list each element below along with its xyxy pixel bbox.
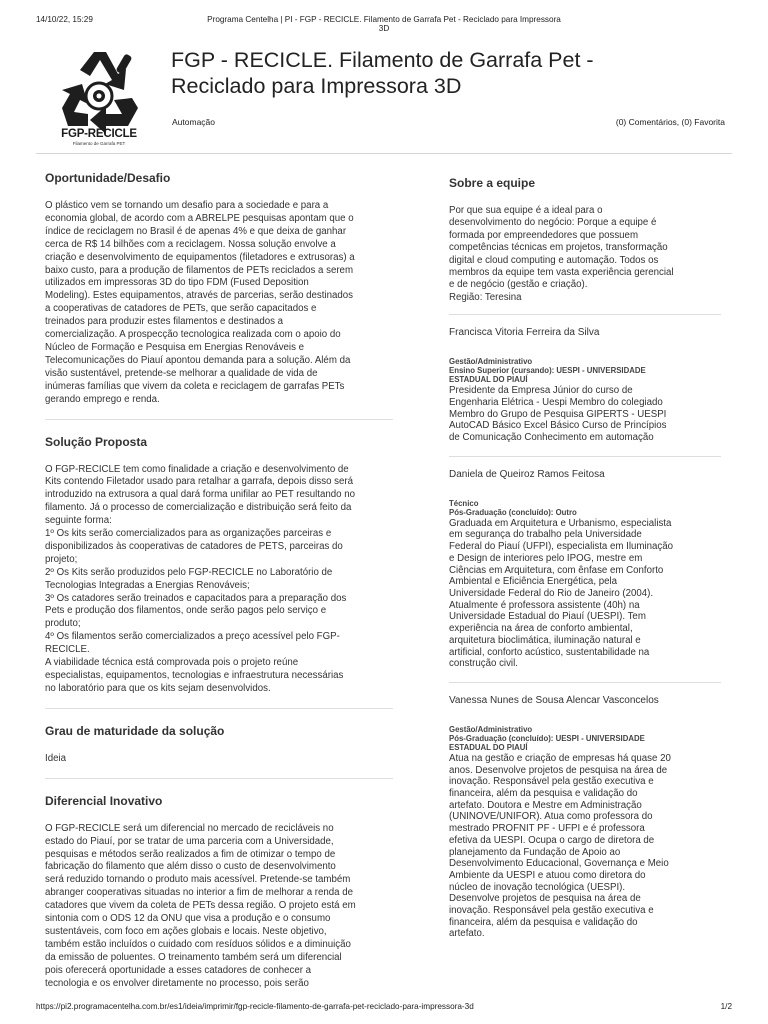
right-column <box>449 176 721 940</box>
member-education: Pós-Graduação (concluído): UESPI - UNIVERSIDADE ESTADUAL DO PIAUÍ <box>449 733 645 752</box>
logo-subtitle: Filamento de Garrafa PET <box>72 141 126 146</box>
section-diferencial <box>45 794 393 1003</box>
logo-name: FGP-RECICLE <box>61 128 137 140</box>
header-divider <box>36 153 732 154</box>
member-name: Daniela de Queiroz Ramos Feitosa <box>449 468 605 480</box>
member-name: Francisca Vitoria Ferreira da Silva <box>449 327 600 339</box>
member-role: Técnico <box>449 498 479 508</box>
section-title: Grau de maturidade da solução <box>45 723 225 738</box>
member-role: Gestão/Administrativo <box>449 724 533 734</box>
section-text: O FGP-RECICLE será um diferencial no mercado de recicláveis no estado do Piauí, por se tratar de uma parceria com a Universidade, pesquisas e métodos serão realizados a fim de otimizar o tempo de fabricação do filamento que além disso o custo de desenvolvimento será reduzido tornando o produto mais acessível. Pretende-se também abranger cooperativas situadas no interior a fim de melhorar a renda de catadores que vivem da coleta de PETs dessa região. O projeto está em sintonia com o ODS 12 da ONU que visa a produção e o consumo sustentáveis, com foco em ações globais e locais. Neste objetivo, também estão incluídos o cuidado com resíduos sólidos e a diminuição da emissão de poluentes. O treinamento também será um diferencial pois oferecerá oportunidade a esses catadores de conhecer a tecnologia e os envolver diretamente no processo, pois serão <box>45 822 356 989</box>
print-footer <box>36 1002 732 1011</box>
member-bio: Graduada em Arquitetura e Urbanismo, especialista em segurança do trabalho pela Universidade Federal do Piauí (UFPI), especialista em Iluminação e Design de interiores pelo IPOG, mestre em Ciências em Arquitetura, com ênfase em Conforto Ambiental e Eficiência Energética, pela Universidade Federal do Rio de Janeiro (2004). Atualmente é professora assistente (40h) na Universidade Estadual do Piauí (UESPI). Tem experiência na área de conforto ambiental, arquitetura bioclimática, iluminação natural e artificial, conforto acústico, sustentabilidade na construção civil. <box>449 517 673 670</box>
section-equipe <box>449 176 721 304</box>
category-label: Automação <box>172 117 215 127</box>
section-text: O plástico vem se tornando um desafio para a sociedade e para a economia global, de acordo com a ABRELPE pesquisas apontam que o índice de reciclagem no Brasil é de apenas 4% e que deixa de ganhar cerca de R$ 14 bilhões com a reciclagem. Nossa solução envolve a criação e desenvolvimento de equipamentos (filetadores e extrusoras) a baixo custo, para a produção de filamentos de PETs reciclados a serem utilizados em impressoras 3D do tipo FDM (Fused Deposition Modeling). Estes equipamentos, através de parcerias, serão destinados a cooperativas de catadores de PETs, que serão capacitados e treinados para produzir estes filamentos e destinados a comercialização. A prospecção tecnologica realizada com o apoio do Núcleo de Formação e Pesquisa em Energias Renováveis e Telecomunicações do Piauí apontou demanda para a solução. Além da visão sustentável, pretende-se melhorar a qualidade de vida de inúmeras famílias que vivem da coleta e reciclagem de garrafas PETs gerando emprego e renda. <box>45 200 355 405</box>
member-education: Pós-Graduação (concluído): Outro <box>449 507 577 517</box>
section-title: Oportunidade/Desafio <box>45 171 171 185</box>
member-name: Vanessa Nunes de Sousa Alencar Vasconcelos <box>449 694 659 706</box>
section-maturidade <box>45 724 393 779</box>
section-title: Sobre a equipe <box>449 176 536 190</box>
print-url: https://pi2.programacentelha.com.br/es1/ideia/imprimir/fgp-recicle-filamento-de-garrafa-pet-reciclado-para-impressora-3d <box>36 1002 474 1011</box>
print-page-title: Programa Centelha | PI - FGP - RECICLE. Filamento de Garrafa Pet - Reciclado para Impressora 3D <box>207 15 561 33</box>
section-oportunidade <box>45 171 393 420</box>
print-header <box>36 15 732 33</box>
print-page-number: 1/2 <box>720 1002 732 1011</box>
left-column <box>45 171 393 1018</box>
section-text: O FGP-RECICLE tem como finalidade a criação e desenvolvimento de Kits contendo Filetador usado para retalhar a garrafa, depois disso será introduzido na extrusora a qual dará forma unifilar ao PET resultando no filamento. Já o processo de comercialização e distribuição será feito da seguinte forma: 1º Os kits serão comercializados para as organizações parceiras e disponibilizados às cooperativas de catadores de PETS, parceiras do projeto; 2º Os Kits serão produzidos pelo FGP-RECICLE no Laboratório de Tecnologias Integradas a Energias Renováveis; 3º Os catadores serão treinados e capacitados para a preparação dos Pets e produção dos filamentos, onde serão pagos pelo serviço e produto; 4º Os filamentos serão comercializados a preço acessível pelo FGP- RECICLE. A viabilidade técnica está comprovada pois o projeto reúne especialistas, equipamentos, tecnologias e infraestrutura necessárias no laboratório para que os kits sejam desenvolvidos. <box>45 463 356 694</box>
print-datetime: 14/10/22, 15:29 <box>36 15 93 24</box>
team-member <box>449 682 721 940</box>
comments-favorites-count: (0) Comentários, (0) Favorita <box>615 117 725 127</box>
member-bio: Presidente da Empresa Júnior do curso de Engenharia Elétrica - Uespi Membro do colegiado Membro do Grupo de Pesquisa GIPERTS - UESPI AutoCAD Básico Excel Básico Curso de Princípios de Comunicação Conhecimento em automação <box>449 385 667 444</box>
section-text: Ideia <box>45 752 67 764</box>
section-text: Por que sua equipe é a ideal para o desenvolvimento do negócio: Porque a equipe é formada por empreendedores que possuem competências técnicas em projetos, transformação digital e cloud computing e automação. Todos os membros da equipe tem vasta experiência gerencial e de negócio (gestão e criação). Região: Teresina <box>449 205 674 303</box>
member-education: Ensino Superior (cursando): UESPI - UNIVERSIDADE ESTADUAL DO PIAUÍ <box>449 366 646 385</box>
member-role: Gestão/Administrativo <box>449 357 533 367</box>
section-title: Solução Proposta <box>45 434 148 449</box>
team-member <box>449 314 721 444</box>
page-title: FGP - RECICLE. Filamento de Garrafa Pet - Reciclado para Impressora 3D <box>171 48 594 98</box>
section-title: Diferencial Inovativo <box>45 793 163 808</box>
team-member <box>449 456 721 670</box>
section-solucao <box>45 435 393 709</box>
member-bio: Atua na gestão e criação de empresas há quase 20 anos. Desenvolve projetos de pesquisa na área de inovação. Responsável pela gestão executiva e financeira, além da pesquisa e validação do artefato. Doutora e Mestre em Administração (UNINOVE/UNIFOR). Atua como professora do mestrado PROFNIT PF - UFPI e é professora efetiva da UESPI. Ocupa o cargo de diretora de planejamento da Fundação de Apoio ao Desenvolvimento Educacional, Governança e Meio Ambiente da UESPI e atuou como diretora do núcleo de inovação tecnológica (UESPI). Desenvolve projetos de pesquisa na área de inovação. Responsável pela gestão executiva e financeira, além da pesquisa e validação do artefato. <box>449 752 671 940</box>
